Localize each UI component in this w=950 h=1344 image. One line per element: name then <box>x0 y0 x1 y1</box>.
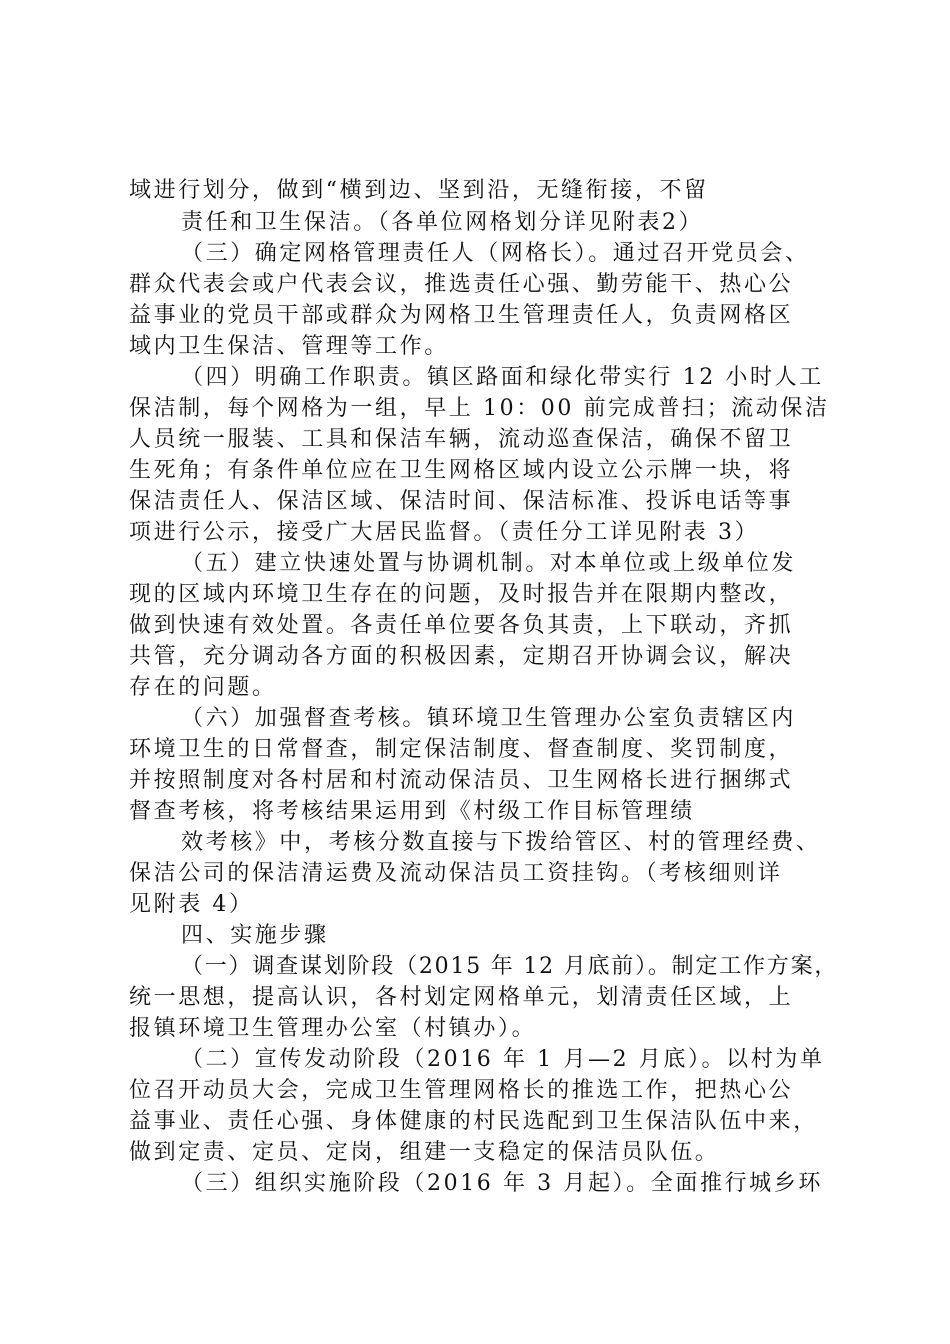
text-line: 生死角；有条件单位应在卫生网格区域内设立公示牌一块，将 <box>129 458 794 483</box>
text-line: 责任和卫生保洁。（各单位网格划分详见附表2） <box>181 210 704 235</box>
text-line: 督查考核，将考核结果运用到《村级工作目标管理绩 <box>129 799 695 824</box>
section-heading: 四、实施步骤 <box>181 923 329 948</box>
text-line: 群众代表会或户代表会议，推选责任心强、勤劳能干、热心公 <box>129 272 794 297</box>
text-line: 域内卫生保洁、管理等工作。 <box>129 334 449 359</box>
text-line: （五）建立快速处置与协调机制。对本单位或上级单位发 <box>181 551 797 576</box>
text-line: 环境卫生的日常督查，制定保洁制度、督查制度、奖罚制度， <box>129 737 794 762</box>
text-line: 保洁制，每个网格为一组，早上 10：00 前完成普扫；流动保洁 <box>129 396 830 421</box>
text-line: （一）调查谋划阶段（2015 年 12 月底前）。制定工作方案， <box>181 954 839 979</box>
text-line: （三）确定网格管理责任人（网格长）。通过召开党员会、 <box>181 241 810 266</box>
text-line: 益事业的党员干部或群众为网格卫生管理责任人，负责网格区 <box>129 303 794 328</box>
text-line: 保洁公司的保洁清运费及流动保洁员工资挂钩。（考核细则详 <box>129 861 783 886</box>
text-line: 益事业、责任心强、身体健康的村民选配到卫生保洁队伍中来， <box>129 1109 818 1134</box>
text-line: （二）宣传发动阶段（2016 年 1 月—2 月底）。以村为单 <box>181 1047 825 1072</box>
text-line: 并按照制度对各村居和村流动保洁员、卫生网格长进行捆绑式 <box>129 768 794 793</box>
text-line: （六）加强督查考核。镇环境卫生管理办公室负责辖区内 <box>181 706 797 731</box>
text-line: 存在的问题。 <box>129 675 277 700</box>
text-line: 域进行划分，做到“横到边、坚到沿，无缝衔接，不留 <box>129 178 709 203</box>
text-line: 项进行公示，接受广大居民监督。（责任分工详见附表 3） <box>129 520 760 545</box>
text-line: 报镇环境卫生管理办公室（村镇办）。 <box>129 1016 537 1041</box>
text-line: 统一思想，提高认识，各村划定网格单元，划清责任区域，上 <box>129 985 794 1010</box>
text-line: （三）组织实施阶段（2016 年 3 月起）。全面推行城乡环 <box>181 1171 823 1196</box>
text-line: 现的区域内环境卫生存在的问题，及时报告并在限期内整改， <box>129 582 794 607</box>
text-line: （四）明确工作职责。镇区路面和绿化带实行 12 小时人工 <box>181 365 824 390</box>
text-line: 见附表 4） <box>129 892 254 917</box>
text-line: 共管，充分调动各方面的积极因素，定期召开协调会议，解决 <box>129 644 794 669</box>
text-line: 保洁责任人、保洁区域、保洁时间、保洁标准、投诉电话等事 <box>129 489 794 514</box>
text-line: 效考核》中，考核分数直接与下拨给管区、村的管理经费、 <box>181 830 821 855</box>
text-line: 做到定责、定员、定岗，组建一支稳定的保洁员队伍。 <box>129 1140 720 1165</box>
text-line: 做到快速有效处置。各责任单位要各负其责，上下联动，齐抓 <box>129 613 794 638</box>
text-line: 位召开动员大会，完成卫生管理网格长的推选工作，把热心公 <box>129 1078 794 1103</box>
text-line: 人员统一服装、工具和保洁车辆，流动巡查保洁，确保不留卫 <box>129 427 794 452</box>
